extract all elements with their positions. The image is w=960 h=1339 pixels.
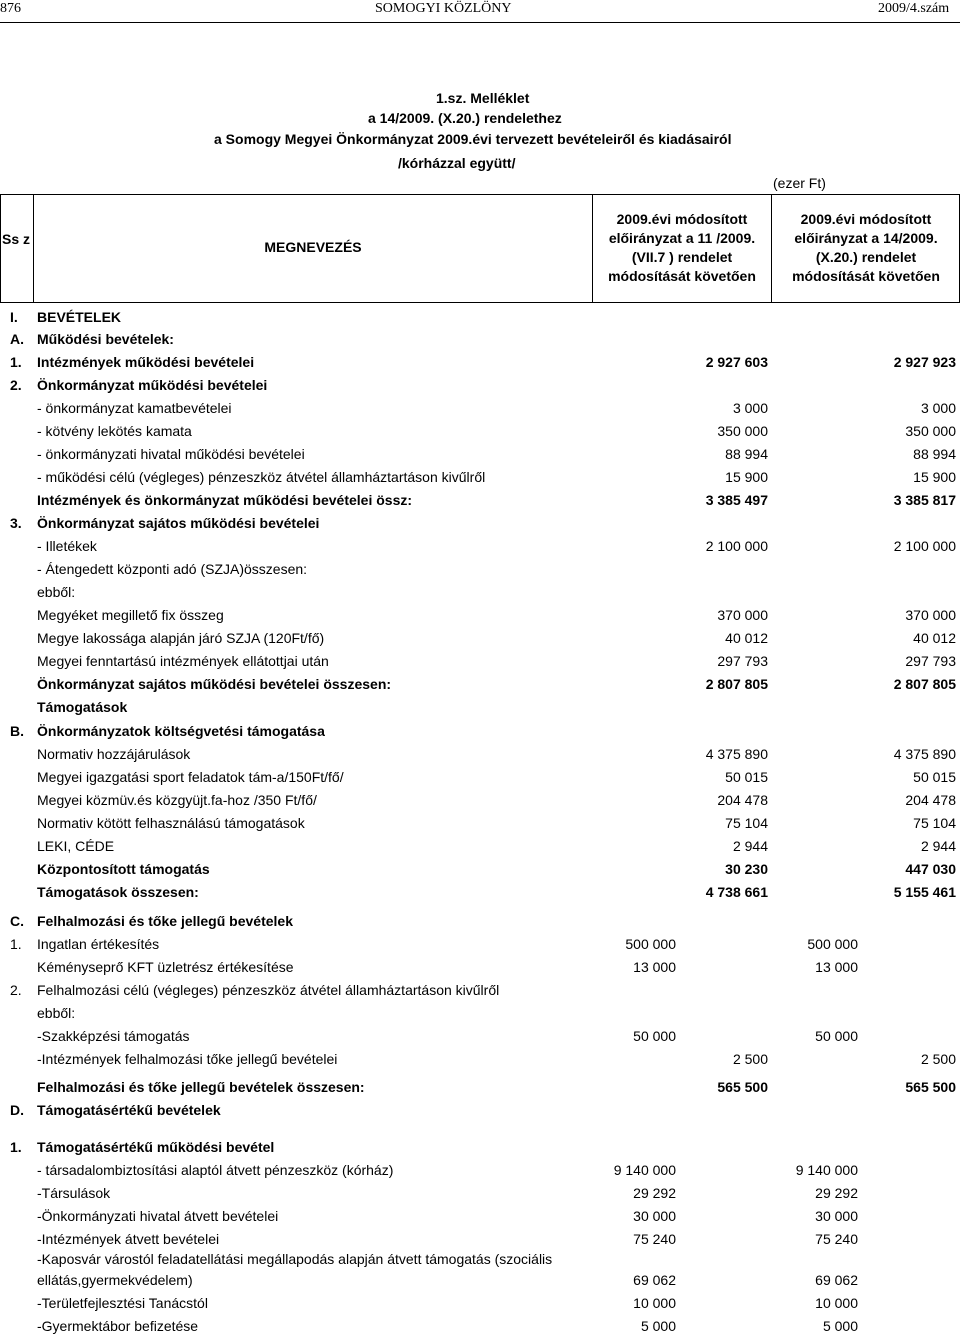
- row-label: Önkormányzat sajátos működési bevételei: [37, 515, 320, 531]
- row-label: -Intézmények átvett bevételei: [37, 1231, 220, 1247]
- value-current: 4 375 890: [893, 746, 956, 762]
- value-current: 565 500: [905, 1079, 956, 1095]
- value-current: 3 000: [920, 400, 956, 416]
- value-current: 5 000: [822, 1318, 858, 1334]
- row-number: 1.: [10, 354, 22, 370]
- value-previous: 2 100 000: [705, 538, 768, 554]
- row-label: ellátás,gyermekvédelem): [37, 1272, 193, 1288]
- issue-number: 2009/4.szám: [878, 1, 950, 16]
- row-label: - működési célú (végleges) pénzeszköz átvétel államháztartáson kivűlről: [37, 469, 486, 485]
- value-previous: 30 000: [633, 1208, 676, 1224]
- value-previous: 500 000: [625, 936, 676, 952]
- value-current: 5 155 461: [893, 884, 956, 900]
- value-current: 40 012: [913, 630, 956, 646]
- value-current: 447 030: [905, 861, 956, 877]
- value-previous: 15 900: [725, 469, 768, 485]
- value-current: 50 015: [913, 769, 956, 785]
- row-label: -Önkormányzati hivatal átvett bevételei: [37, 1208, 279, 1224]
- row-label: Intézmények és önkormányzat működési bevételei össz:: [37, 492, 413, 508]
- row-label: - Átengedett központi adó (SZJA)összesen:: [37, 561, 308, 577]
- value-current: 75 104: [913, 815, 956, 831]
- value-previous: 204 478: [717, 792, 768, 808]
- row-label: -Területfejlesztési Tanácstól: [37, 1295, 208, 1311]
- value-previous: 4 375 890: [705, 746, 768, 762]
- value-previous: 350 000: [717, 423, 768, 439]
- row-label: - kötvény lekötés kamata: [37, 423, 192, 439]
- value-current: 2 927 923: [893, 354, 956, 370]
- row-label: Intézmények működési bevételei: [37, 354, 255, 370]
- value-previous: 370 000: [717, 607, 768, 623]
- col-divider-2: [592, 194, 593, 302]
- row-label: -Gyermektábor befizetése: [37, 1318, 199, 1334]
- row-label: -Kaposvár várostól feladatellátási megállapodás alapján átvett támogatás (szociális: [37, 1251, 553, 1267]
- value-current: 88 994: [913, 446, 956, 462]
- value-current: 350 000: [905, 423, 956, 439]
- row-label: -Intézmények felhalmozási tőke jellegű bevételei: [37, 1051, 338, 1067]
- row-label: BEVÉTELEK: [37, 309, 122, 325]
- value-previous: 30 230: [725, 861, 768, 877]
- col-header-ssz: Ss z: [2, 231, 31, 247]
- value-previous: 2 927 603: [705, 354, 768, 370]
- value-previous: 40 012: [725, 630, 768, 646]
- row-label: Megyéket megillető fix összeg: [37, 607, 224, 623]
- row-label: Ingatlan értékesítés: [37, 936, 160, 952]
- value-previous: 50 015: [725, 769, 768, 785]
- value-previous: 29 292: [633, 1185, 676, 1201]
- row-label: LEKI, CÉDE: [37, 838, 115, 854]
- value-previous: 2 944: [732, 838, 768, 854]
- row-label: Normativ hozzájárulások: [37, 746, 191, 762]
- value-current: 3 385 817: [893, 492, 956, 508]
- row-label: Felhalmozási és tőke jellegű bevételek: [37, 913, 293, 929]
- value-previous: 5 000: [640, 1318, 676, 1334]
- value-current: 69 062: [815, 1272, 858, 1288]
- row-number: D.: [10, 1102, 24, 1118]
- row-label: ebből:: [37, 1005, 76, 1021]
- value-previous: 565 500: [717, 1079, 768, 1095]
- annex-title: 1.sz. Melléklet: [436, 90, 530, 106]
- regulation-reference: a 14/2009. (X.20.) rendelethez: [368, 110, 562, 126]
- value-previous: 3 385 497: [705, 492, 768, 508]
- unit-label: (ezer Ft): [773, 175, 826, 191]
- value-current: 2 100 000: [893, 538, 956, 554]
- row-number: B.: [10, 723, 24, 739]
- row-label: Kéményseprő KFT üzletrész értékesítése: [37, 959, 294, 975]
- row-label: Felhalmozási és tőke jellegű bevételek összesen:: [37, 1079, 365, 1095]
- table-left-border: [0, 194, 1, 302]
- value-previous: 2 807 805: [705, 676, 768, 692]
- page-header: [0, 0, 960, 23]
- value-current: 2 944: [920, 838, 956, 854]
- value-current: 9 140 000: [795, 1162, 858, 1178]
- value-current: 297 793: [905, 653, 956, 669]
- row-label: Önkormányzatok költségvetési támogatása: [37, 723, 325, 739]
- col-header-previous: 2009.évi módosított előirányzat a 11 /2009. (VII.7 ) rendelet módosítását követően: [608, 211, 756, 284]
- row-label: Megyei fenntartású intézmények ellátottjai után: [37, 653, 329, 669]
- row-label: - társadalombiztosítási alaptól átvett pénzeszköz (kórház): [37, 1162, 394, 1178]
- row-label: -Szakképzési támogatás: [37, 1028, 190, 1044]
- value-previous: 88 994: [725, 446, 768, 462]
- row-number: 2.: [10, 377, 22, 393]
- row-label: -Társulások: [37, 1185, 111, 1201]
- value-previous: 10 000: [633, 1295, 676, 1311]
- value-previous: 69 062: [633, 1272, 676, 1288]
- header-bottom-border: [0, 302, 960, 303]
- row-number: 3.: [10, 515, 22, 531]
- value-previous: 13 000: [633, 959, 676, 975]
- row-label: Normativ kötött felhasználású támogatások: [37, 815, 305, 831]
- value-current: 500 000: [807, 936, 858, 952]
- row-label: Működési bevételek:: [37, 331, 174, 347]
- value-current: 10 000: [815, 1295, 858, 1311]
- row-label: Támogatásértékű bevételek: [37, 1102, 221, 1118]
- value-previous: 50 000: [633, 1028, 676, 1044]
- row-label: - Illetékek: [37, 538, 97, 554]
- value-current: 50 000: [815, 1028, 858, 1044]
- row-number: 1.: [10, 1139, 22, 1155]
- value-current: 204 478: [905, 792, 956, 808]
- row-label: Támogatások összesen:: [37, 884, 199, 900]
- col-header-name: MEGNEVEZÉS: [264, 239, 362, 255]
- document-subtitle: /kórházzal együtt/: [398, 155, 516, 171]
- value-current: 15 900: [913, 469, 956, 485]
- col-divider-3: [771, 194, 772, 302]
- value-current: 2 807 805: [893, 676, 956, 692]
- value-current: 30 000: [815, 1208, 858, 1224]
- row-number: I.: [10, 309, 18, 325]
- row-number: 1.: [10, 936, 22, 952]
- row-label: Támogatásértékű működési bevétel: [37, 1139, 275, 1155]
- row-label: Támogatások: [37, 699, 128, 715]
- value-current: 370 000: [905, 607, 956, 623]
- value-previous: 3 000: [732, 400, 768, 416]
- value-current: 2 500: [920, 1051, 956, 1067]
- row-label: Felhalmozási célú (végleges) pénzeszköz átvétel államháztartáson kivűlről: [37, 982, 500, 998]
- page-number: 876: [0, 1, 21, 16]
- row-label: Önkormányzat működési bevételei: [37, 377, 268, 393]
- row-label: Központosított támogatás: [37, 861, 210, 877]
- value-previous: 297 793: [717, 653, 768, 669]
- value-previous: 2 500: [732, 1051, 768, 1067]
- row-label: ebből:: [37, 584, 76, 600]
- value-previous: 9 140 000: [613, 1162, 676, 1178]
- value-previous: 75 104: [725, 815, 768, 831]
- row-label: - önkormányzati hivatal működési bevételei: [37, 446, 305, 462]
- row-label: Megyei igazgatási sport feladatok tám-a/150Ft/fő/: [37, 769, 344, 785]
- row-label: Megyei közmüv.és közgyüjt.fa-hoz /350 Ft/fő/: [37, 792, 317, 808]
- row-label: Megye lakossága alapján járó SZJA (120Ft/fő): [37, 630, 325, 646]
- value-current: 29 292: [815, 1185, 858, 1201]
- value-previous: 4 738 661: [705, 884, 768, 900]
- row-number: A.: [10, 331, 24, 347]
- row-number: 2.: [10, 982, 22, 998]
- row-label: - önkormányzat kamatbevételei: [37, 400, 232, 416]
- value-current: 75 240: [815, 1231, 858, 1247]
- row-label: Önkormányzat sajátos működési bevételei összesen:: [37, 676, 392, 692]
- col-header-current: 2009.évi módosított előirányzat a 14/2009. (X.20.) rendelet módosítását követően: [792, 211, 940, 284]
- row-number: C.: [10, 913, 24, 929]
- table-top-border: [0, 194, 960, 195]
- value-current: 13 000: [815, 959, 858, 975]
- document-title: a Somogy Megyei Önkormányzat 2009.évi tervezett bevételeiről és kiadásairól: [214, 131, 732, 147]
- publication-name: SOMOGYI KÖZLÖNY: [375, 1, 512, 16]
- value-previous: 75 240: [633, 1231, 676, 1247]
